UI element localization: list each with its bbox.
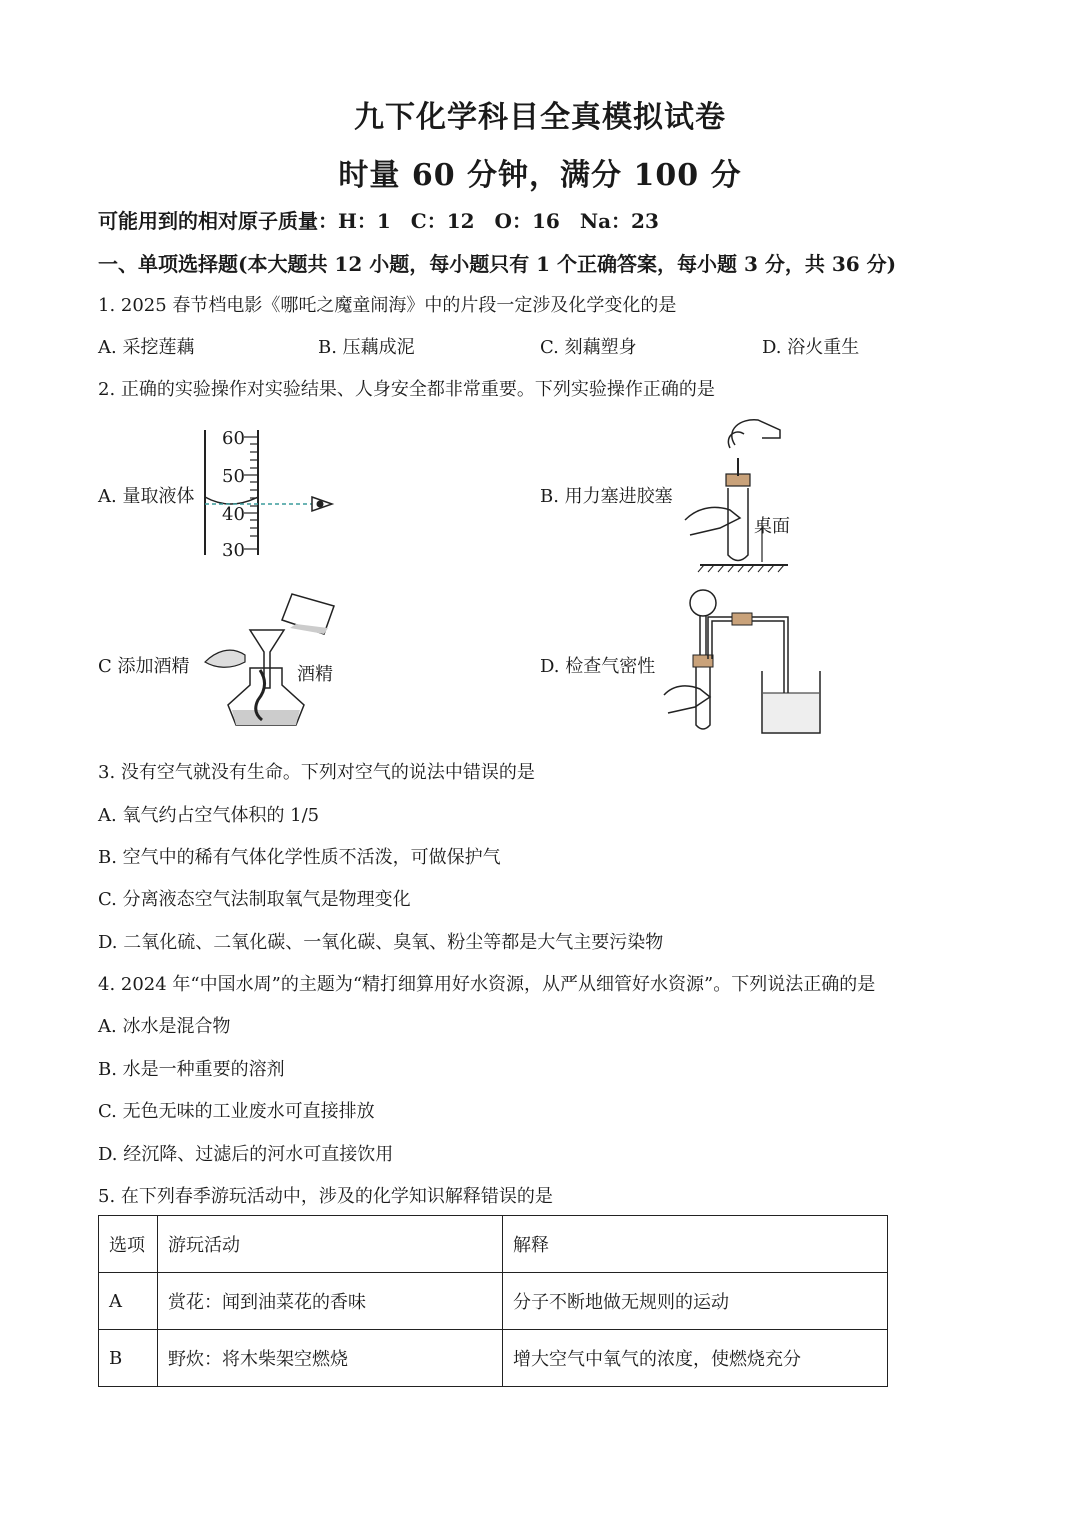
- airtightness-check-figure: [660, 585, 850, 735]
- tick-label-40: 40: [222, 504, 245, 525]
- table-cell: 分子不断地做无规则的运动: [503, 1273, 888, 1330]
- table-row: [99, 1330, 888, 1387]
- q2-stem: 2. 正确的实验操作对实验结果、人身安全都非常重要。下列实验操作正确的是: [98, 379, 715, 400]
- q4-option-d: D. 经沉降、过滤后的河水可直接饮用: [98, 1144, 394, 1165]
- section-heading: 一、单项选择题(本大题共 12 小题，每小题只有 1 个正确答案，每小题 3 分，共 36 分): [98, 252, 897, 276]
- q3-option-c: C. 分离液态空气法制取氧气是物理变化: [98, 889, 411, 910]
- header-cell: 解释: [503, 1216, 888, 1273]
- table-cell: 赏花：闻到油菜花的香味: [158, 1273, 503, 1330]
- page-title: 九下化学科目全真模拟试卷: [354, 100, 726, 135]
- table-header-row: [99, 1216, 888, 1273]
- q2-c-note: 酒精: [297, 664, 333, 685]
- q3-stem: 3. 没有空气就没有生命。下列对空气的说法中错误的是: [98, 762, 535, 783]
- q4-stem: 4. 2024 年“中国水周”的主题为“精打细算用好水资源，从严从细管好水资源”。下列说法正确的是: [98, 974, 876, 995]
- table-cell: 野炊：将木柴架空燃烧: [158, 1330, 503, 1387]
- q3-option-b: B. 空气中的稀有气体化学性质不活泼，可做保护气: [98, 847, 501, 868]
- atomic-masses: 可能用到的相对原子质量：H：1 C：12 O：16 Na：23: [98, 209, 659, 233]
- q2-b-note: 桌面: [754, 516, 790, 537]
- q1-stem: 1. 2025 春节档电影《哪吒之魔童闹海》中的片段一定涉及化学变化的是: [98, 295, 677, 316]
- q3-option-a: A. 氧气约占空气体积的 1/5: [98, 805, 320, 826]
- table-row: [99, 1273, 888, 1330]
- q4-option-b: B. 水是一种重要的溶剂: [98, 1059, 285, 1080]
- exam-subtitle: 时量 60 分钟，满分 100 分: [338, 158, 742, 193]
- q2-d-label: D. 检查气密性: [540, 656, 656, 677]
- q5-stem: 5. 在下列春季游玩活动中，涉及的化学知识解释错误的是: [98, 1186, 553, 1207]
- q1-option-c: C. 刻藕塑身: [540, 337, 637, 358]
- stopper-insertion-figure: [680, 410, 800, 575]
- q4-option-c: C. 无色无味的工业废水可直接排放: [98, 1101, 375, 1122]
- tick-label-50: 50: [222, 466, 245, 487]
- q4-option-a: A. 冰水是混合物: [98, 1016, 231, 1037]
- table-cell: B: [99, 1330, 158, 1387]
- q2-c-label: C 添加酒精: [98, 656, 190, 677]
- q2-b-label: B. 用力塞进胶塞: [540, 486, 673, 507]
- q1-option-b: B. 压藕成泥: [318, 337, 415, 358]
- header-cell: 游玩活动: [158, 1216, 503, 1273]
- tick-label-60: 60: [222, 428, 245, 449]
- q5-table: [98, 1215, 888, 1387]
- q1-option-a: A. 采挖莲藕: [98, 337, 195, 358]
- q3-option-d: D. 二氧化硫、二氧化碳、一氧化碳、臭氧、粉尘等都是大气主要污染物: [98, 932, 664, 953]
- table-cell: A: [99, 1273, 158, 1330]
- tick-label-30: 30: [222, 540, 245, 561]
- table-cell: 增大空气中氧气的浓度，使燃烧充分: [503, 1330, 888, 1387]
- q2-a-label: A. 量取液体: [98, 486, 195, 507]
- header-cell: 选项: [99, 1216, 158, 1273]
- q1-option-d: D. 浴火重生: [762, 337, 860, 358]
